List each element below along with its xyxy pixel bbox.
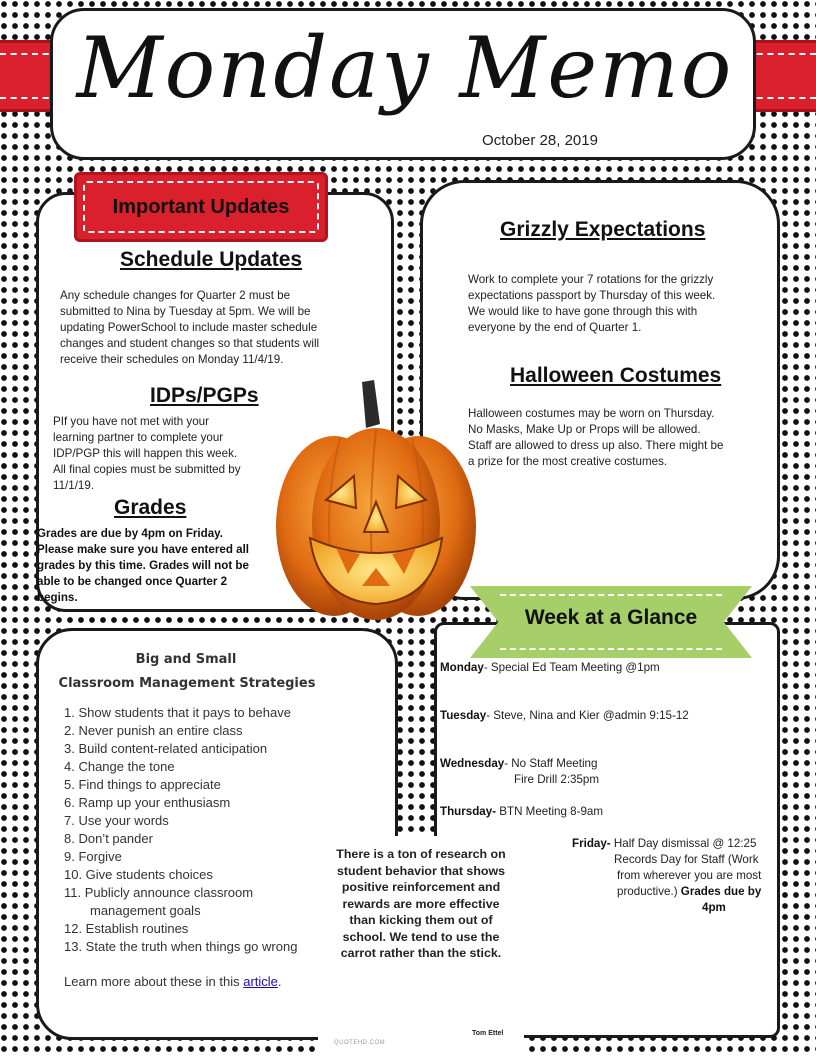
halloween-text: Halloween costumes may be worn on Thursday. No Masks, Make Up or Props will be allowed. Staff are allowed to dress up also. There might be a prize for the most creative costumes. xyxy=(468,407,724,468)
monday-entry: Monday- Special Ed Team Meeting @1pm xyxy=(440,661,660,674)
friday-entry-line4: productive.) Grades due by xyxy=(617,885,762,898)
header-ribbon-right xyxy=(746,40,816,112)
wednesday-entry: Wednesday- No Staff Meeting xyxy=(440,757,598,770)
thursday-entry: Thursday- BTN Meeting 8-9am xyxy=(440,805,604,818)
list-item: 13. State the truth when things go wrong xyxy=(64,939,298,954)
wednesday-entry-line2: Fire Drill 2:35pm xyxy=(514,773,600,786)
memo-title: Monday Memo xyxy=(76,19,734,117)
strategies-title-line2: Classroom Management Strategies xyxy=(58,676,316,691)
grizzly-text: Work to complete your 7 rotations for the grizzly expectations passport by Thursday of this week. We would like to have gone through this with everyone by the end of Quarter 1. xyxy=(468,273,716,334)
friday-entry-line2: Records Day for Staff (Work xyxy=(614,853,759,866)
list-item: 3. Build content-related anticipation xyxy=(64,741,268,756)
list-item: management goals xyxy=(90,903,201,918)
strategies-title-line1: Big and Small xyxy=(135,652,237,667)
list-item: 12. Establish routines xyxy=(64,921,189,936)
idps-heading: IDPs/PGPs xyxy=(150,384,259,407)
list-item: 4. Change the tone xyxy=(64,759,175,774)
article-link[interactable]: article xyxy=(243,974,278,989)
important-updates-label: Important Updates xyxy=(112,195,290,218)
quote-source: QUOTEHD.COM xyxy=(334,1040,386,1046)
important-updates-banner xyxy=(74,172,328,242)
schedule-updates-text: Any schedule changes for Quarter 2 must be submitted to Nina by Tuesday at 5pm. We will be updating PowerSchool to include master schedule changes and student changes so that students will receive their schedules on Monday 11/4/19. xyxy=(60,289,320,366)
list-item: 8. Don’t pander xyxy=(64,831,153,846)
memo-date: October 28, 2019 xyxy=(482,132,598,149)
grades-text: Grades are due by 4pm on Friday. Please make sure you have entered all grades by this time. Grades will not be able to be changed once Quarter 2 begins. xyxy=(37,527,250,604)
grizzly-heading: Grizzly Expectations xyxy=(500,218,706,241)
friday-entry-line3: from wherever you are most xyxy=(617,869,762,882)
schedule-updates-heading: Schedule Updates xyxy=(120,248,303,271)
list-item: 7. Use your words xyxy=(64,813,169,828)
quote-text: There is a ton of research on student behavior that shows positive reinforcement and rewards are more effective than kicking them out of school. We tend to use the carrot rather than the stick. xyxy=(336,847,506,960)
quote-author: Tom Ettel xyxy=(472,1030,504,1037)
list-item: 1. Show students that it pays to behave xyxy=(64,705,291,720)
idps-text: PIf you have not met with your learning partner to complete your IDP/PGP this will happen this week. All final copies must be submitted by 11/1/19. xyxy=(53,415,241,492)
list-item: 9. Forgive xyxy=(64,849,122,864)
week-at-a-glance-label: Week at a Glance xyxy=(524,606,698,629)
list-item: 11. Publicly announce classroom xyxy=(64,885,254,900)
learn-more-text: Learn more about these in this article. xyxy=(64,974,282,989)
list-item: 5. Find things to appreciate xyxy=(64,777,221,792)
tuesday-entry: Tuesday- Steve, Nina and Kier @admin 9:15-12 xyxy=(440,709,689,722)
list-item: 2. Never punish an entire class xyxy=(64,723,243,738)
list-item: 6. Ramp up your enthusiasm xyxy=(64,795,231,810)
friday-entry-line5: 4pm xyxy=(702,901,726,914)
friday-entry: Friday- Half Day dismissal @ 12:25 xyxy=(572,837,757,850)
halloween-heading: Halloween Costumes xyxy=(510,364,722,387)
list-item: 10. Give students choices xyxy=(64,867,213,882)
jack-o-lantern-icon xyxy=(270,378,482,622)
grades-heading: Grades xyxy=(114,496,187,519)
